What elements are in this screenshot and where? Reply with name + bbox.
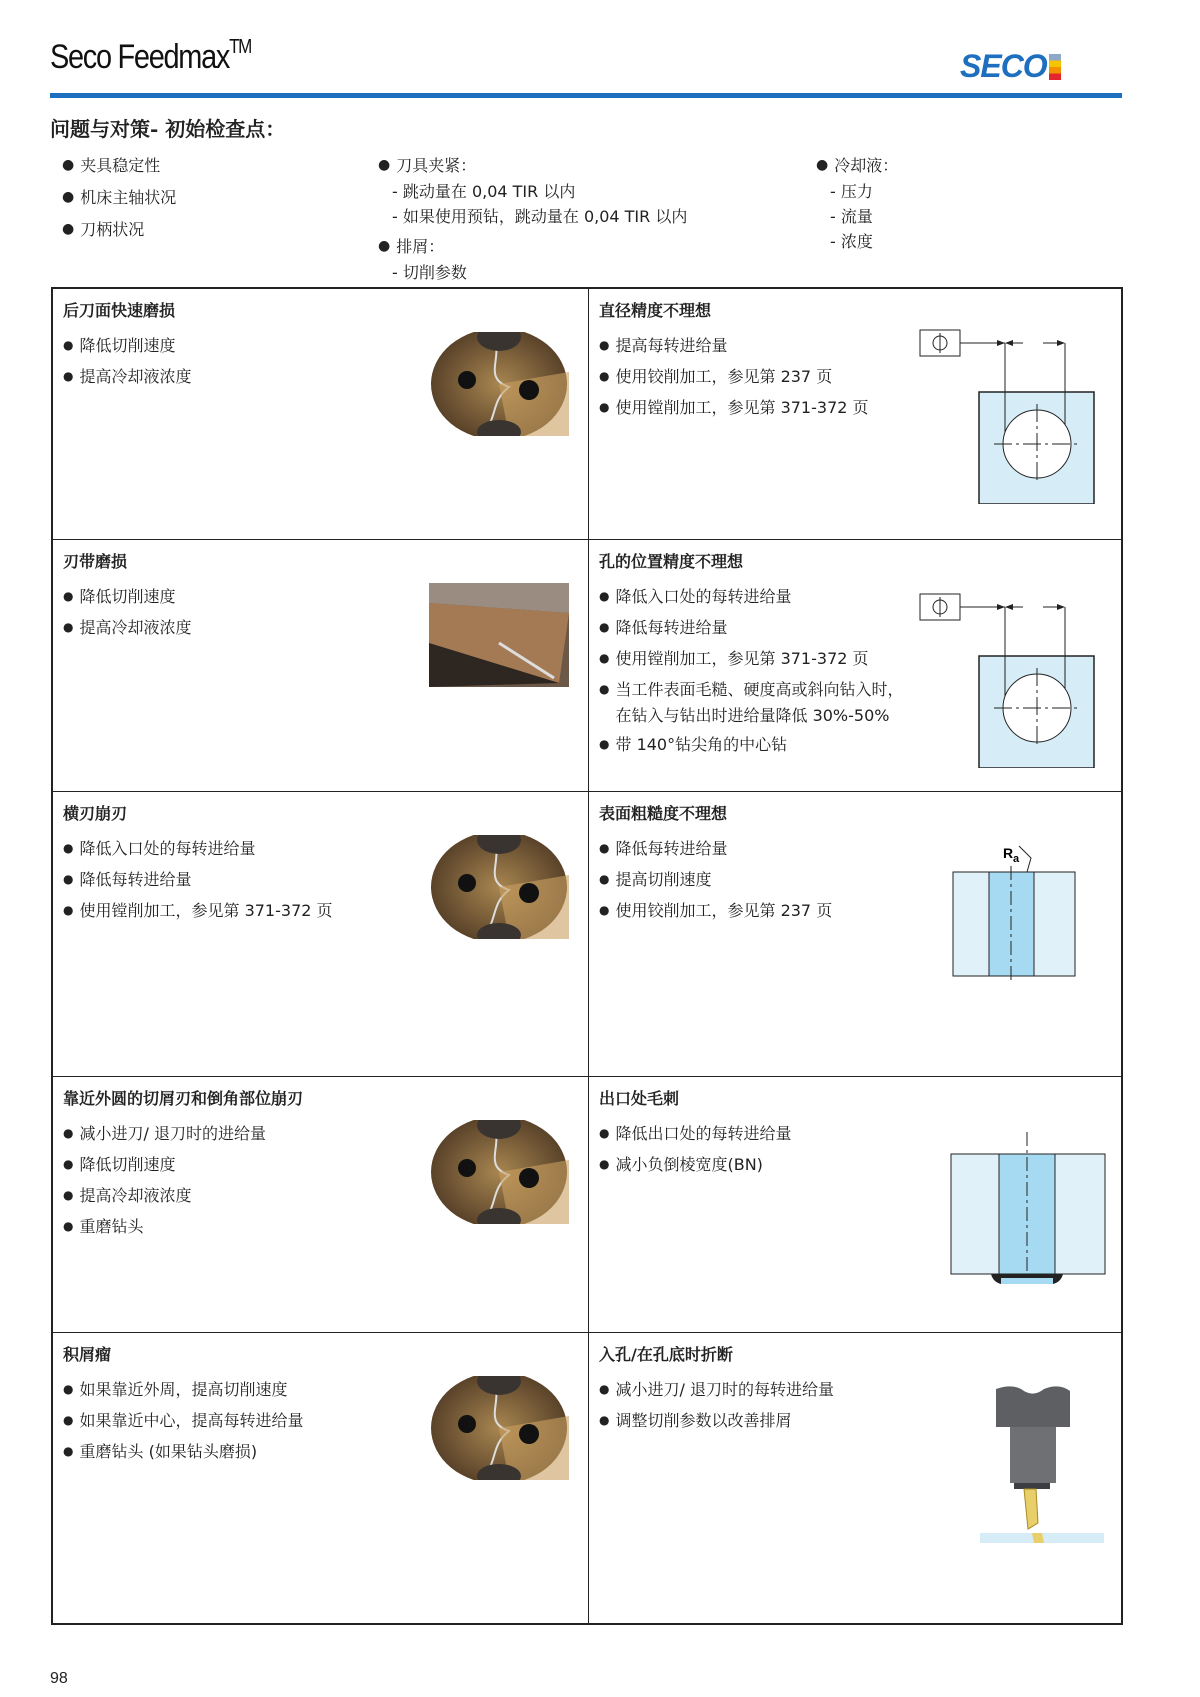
bullet-icon: ● bbox=[63, 1219, 74, 1233]
solution-item: ● 提高冷却液浓度 bbox=[63, 612, 578, 643]
drill-tip-photo bbox=[429, 1120, 569, 1224]
problem-cell bbox=[53, 792, 589, 1077]
solution-item: ● 带 140°钻尖角的中心钻 bbox=[599, 729, 1111, 760]
broken-drill-diagram bbox=[974, 1383, 1104, 1543]
problem-title: 入孔/在孔底时折断 bbox=[599, 1345, 733, 1364]
bullet-icon: ● bbox=[599, 1126, 610, 1140]
checklist-col2: ● 刀具夹紧： - 跳动量在 0,04 TIR 以内 - 如果使用预钻，跳动量在 0,04 TIR 以内 ● 排屑： - 切削参数 bbox=[378, 156, 688, 282]
problem-cell bbox=[53, 289, 589, 540]
solution-item: ● 降低每转进给量 bbox=[599, 833, 1111, 864]
solution-item: ● 提高每转进给量 bbox=[599, 330, 1111, 361]
solution-item: ● 降低切削速度 bbox=[63, 330, 578, 361]
bullet-icon: ● bbox=[599, 651, 610, 665]
problem-cell bbox=[589, 792, 1121, 1077]
drill-tip-photo bbox=[429, 583, 569, 687]
bullet-icon: ● bbox=[63, 841, 74, 855]
section-heading: 问题与对策- 初始检查点： bbox=[50, 117, 286, 141]
problem-title: 刃带磨损 bbox=[63, 552, 128, 571]
bullet-icon: ● bbox=[599, 872, 610, 886]
solution-item: ● 调整切削参数以改善排屑 bbox=[599, 1405, 1111, 1436]
solution-item: ● 使用铰削加工，参见第 237 页 bbox=[599, 895, 1111, 926]
problem-title: 孔的位置精度不理想 bbox=[599, 552, 744, 571]
bullet-icon: ● bbox=[599, 1413, 610, 1427]
problem-cell bbox=[589, 1077, 1121, 1333]
solution-item: ● 提高切削速度 bbox=[599, 864, 1111, 895]
troubleshooting-table bbox=[51, 287, 1123, 1625]
seco-logo: SECO bbox=[960, 48, 1061, 85]
solution-item: ● 降低每转进给量 bbox=[63, 864, 578, 895]
checklist-col3: ● 冷却液： - 压力 - 流量 - 浓度 bbox=[816, 156, 899, 251]
exit-burr-diagram bbox=[949, 1132, 1109, 1292]
bullet-icon: ● bbox=[63, 369, 74, 383]
bullet-icon: ● bbox=[599, 682, 610, 696]
bullet-icon: ● bbox=[63, 1382, 74, 1396]
solution-item: ● 降低切削速度 bbox=[63, 581, 578, 612]
bullet-icon: ● bbox=[599, 1382, 610, 1396]
ra-label: a bbox=[1013, 853, 1020, 865]
solution-item: ● 降低出口处的每转进给量 bbox=[599, 1118, 1111, 1149]
bullet-icon: ● bbox=[599, 620, 610, 634]
solution-item: ● 降低切削速度 bbox=[63, 1149, 578, 1180]
bullet-icon: ● bbox=[599, 1157, 610, 1171]
solution-item: ● 当工件表面毛糙、硬度高或斜向钻入时， 在钻入与钻出时进给量降低 30%-50% bbox=[599, 674, 1111, 729]
solution-item: ● 如果靠近中心，提高每转进给量 bbox=[63, 1405, 578, 1436]
bullet-icon: ● bbox=[599, 903, 610, 917]
bullet-icon: ● bbox=[599, 589, 610, 603]
position-tolerance-diagram bbox=[919, 588, 1099, 768]
solution-item: ● 降低入口处的每转进给量 bbox=[599, 581, 1111, 612]
bullet-icon: ● bbox=[63, 1413, 74, 1427]
position-tolerance-diagram bbox=[919, 324, 1099, 504]
solution-item: ● 使用镗削加工，参见第 371-372 页 bbox=[63, 895, 578, 926]
svg-text:R: R bbox=[1003, 845, 1014, 861]
solution-item: ● 减小进刀/ 退刀时的每转进给量 bbox=[599, 1374, 1111, 1405]
bullet-icon: ● bbox=[63, 1126, 74, 1140]
solution-item: ● 如果靠近外周，提高切削速度 bbox=[63, 1374, 578, 1405]
problem-cell bbox=[53, 540, 589, 792]
drill-tip-photo bbox=[429, 332, 569, 436]
bullet-icon: ● bbox=[63, 903, 74, 917]
solution-item: ● 减小进刀/ 退刀时的进给量 bbox=[63, 1118, 578, 1149]
bullet-icon: ● bbox=[63, 872, 74, 886]
problem-title: 表面粗糙度不理想 bbox=[599, 804, 728, 823]
bullet-icon: ● bbox=[63, 1188, 74, 1202]
page-title: Seco Feedmax™ bbox=[50, 36, 252, 76]
checklist-col1: ● 夹具稳定性 ● 机床主轴状况 ● 刀柄状况 bbox=[62, 156, 177, 239]
drill-tip-photo bbox=[429, 835, 569, 939]
solution-item: ● 提高冷却液浓度 bbox=[63, 1180, 578, 1211]
problem-cell bbox=[53, 1333, 589, 1623]
drill-tip-photo bbox=[429, 1376, 569, 1480]
solution-item: ● 使用镗削加工，参见第 371-372 页 bbox=[599, 392, 1111, 423]
bullet-icon: ● bbox=[63, 1157, 74, 1171]
bullet-icon: ● bbox=[63, 338, 74, 352]
solution-item: ● 使用镗削加工，参见第 371-372 页 bbox=[599, 643, 1111, 674]
header-divider bbox=[50, 93, 1122, 98]
problem-cell bbox=[53, 1077, 589, 1333]
page-number: 98 bbox=[50, 1670, 68, 1687]
bullet-icon: ● bbox=[599, 400, 610, 414]
bullet-icon: ● bbox=[599, 369, 610, 383]
solution-item: ● 提高冷却液浓度 bbox=[63, 361, 578, 392]
solution-item: ● 重磨钻头 bbox=[63, 1211, 578, 1242]
problem-cell bbox=[589, 1333, 1121, 1623]
bullet-icon: ● bbox=[599, 737, 610, 751]
problem-title: 横刃崩刃 bbox=[63, 804, 128, 823]
problem-title: 靠近外圆的切屑刃和倒角部位崩刃 bbox=[63, 1089, 304, 1108]
problem-title: 直径精度不理想 bbox=[599, 301, 712, 320]
solution-item: ● 使用铰削加工，参见第 237 页 bbox=[599, 361, 1111, 392]
bullet-icon: ● bbox=[63, 1444, 74, 1458]
solution-item: ● 重磨钻头 (如果钻头磨损) bbox=[63, 1436, 578, 1467]
solution-item: ● 降低每转进给量 bbox=[599, 612, 1111, 643]
bullet-icon: ● bbox=[599, 338, 610, 352]
problem-title: 积屑瘤 bbox=[63, 1345, 112, 1364]
bullet-icon: ● bbox=[599, 841, 610, 855]
solution-item: ● 降低入口处的每转进给量 bbox=[63, 833, 578, 864]
problem-title: 后刀面快速磨损 bbox=[63, 301, 176, 320]
problem-cell bbox=[589, 540, 1121, 792]
bullet-icon: ● bbox=[63, 620, 74, 634]
problem-title: 出口处毛刺 bbox=[599, 1089, 680, 1108]
solution-item: ● 减小负倒棱宽度(BN) bbox=[599, 1149, 1111, 1180]
problem-cell bbox=[589, 289, 1121, 540]
bullet-icon: ● bbox=[63, 589, 74, 603]
surface-roughness-diagram bbox=[949, 842, 1079, 982]
